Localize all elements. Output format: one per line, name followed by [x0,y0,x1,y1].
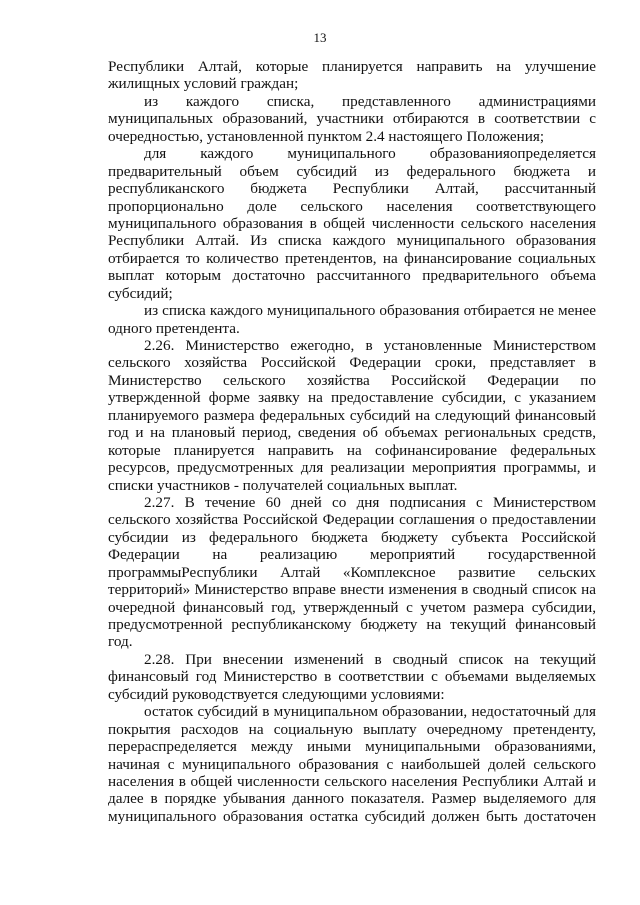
text-line: год. [108,633,133,651]
text-line: выплат которым достаточно рассчитанного предварительного объема [108,267,596,285]
text-line: из списка каждого муниципального образования отбирается не менее [144,302,596,320]
page-number: 13 [313,30,327,45]
text-line: перераспределяется между иными муниципальными образованиями, [108,738,596,756]
text-line: пропорционально доле сельского населения соответствующего [108,197,596,215]
text-line: отбирается то количество претендентов, на финансирование социальных [108,249,596,267]
text-line: Федерации на реализацию мероприятий государственной [108,546,596,564]
text-line: республиканского бюджета Республики Алтай, рассчитанный [108,180,596,198]
text-line: списки участников - получателей социальных выплат. [108,476,458,494]
text-line: предусмотренной республиканскому бюджету на текущий финансовый [108,616,596,633]
text-line: для каждого муниципального образованияопределяется [144,145,596,163]
text-line: сельского хозяйства Российской Федерации соглашения о предоставлении [108,511,596,529]
text-line: Республики Алтай. Из списка каждого муниципального образования [108,232,596,250]
text-line: планируемого размера федеральных субсидий на следующий финансовый [108,406,596,424]
text-line: одного претендента. [108,319,240,337]
text-line: субсидии из федерального бюджета бюджету субъекта Российской [108,528,596,546]
text-line: далее в порядке убывания данного показателя. Размер выделяемого для [108,790,596,808]
text-line: населения в общей численности сельского населения Республики Алтай и [108,772,596,790]
text-line: начиная с муниципального образования с наибольшей долей сельского [108,755,596,773]
text-line: год и на плановый период, сведения об объемах региональных средств, [108,424,596,442]
text-line: программыРеспублики Алтай «Комплексное развитие сельских [108,563,596,581]
text-line: из каждого списка, представленного администрациями [144,92,596,110]
text-line: очередной финансовый год, утвержденный с учетом размера субсидии, [108,598,596,616]
text-line: которые планируется направить на софинансирование федеральных [108,441,596,459]
text-line: Министерство сельского хозяйства Российской Федерации по [108,371,596,389]
text-line: муниципального образования в общей численности сельского населения [108,214,596,232]
text-line: муниципального образования остатка субсидий должен быть достаточен [108,807,596,825]
text-line: 2.28. При внесении изменений в сводный список на текущий [144,650,596,668]
text-line: покрытия расходов на социальную выплату очередному претенденту, [108,720,596,738]
text-line: субсидий; [108,284,173,302]
text-line: территорий» Министерство вправе внести изменения в сводный список на [108,581,596,599]
text-line: жилищных условий граждан; [108,75,299,93]
text-line: субсидий руководствуется следующими условиями: [108,685,445,703]
text-line: Республики Алтай, которые планируется направить на улучшение [108,58,596,75]
text-line: сельского хозяйства Российской Федерации сроки, представляет в [108,354,596,372]
text-line: 2.26. Министерство ежегодно, в установленные Министерством [144,337,596,354]
text-line: остаток субсидий в муниципальном образовании, недостаточный для [144,703,596,721]
text-line: очередностью, установленной пунктом 2.4 настоящего Положения; [108,127,545,145]
text-line: муниципальных образований, участники отбираются в соответствии с [108,110,596,128]
document-body [108,58,596,825]
text-line: 2.27. В течение 60 дней со дня подписания с Министерством [144,493,596,511]
text-line: утвержденной форме заявку на предоставление субсидии, с указанием [108,389,596,407]
text-line: предварительный объем субсидий из федерального бюджета и [108,162,596,180]
text-line: финансовый год Министерство в соответствии с объемами выделяемых [108,668,596,686]
text-line: ресурсов, предусмотренных для реализации мероприятия программы, и [108,459,596,477]
